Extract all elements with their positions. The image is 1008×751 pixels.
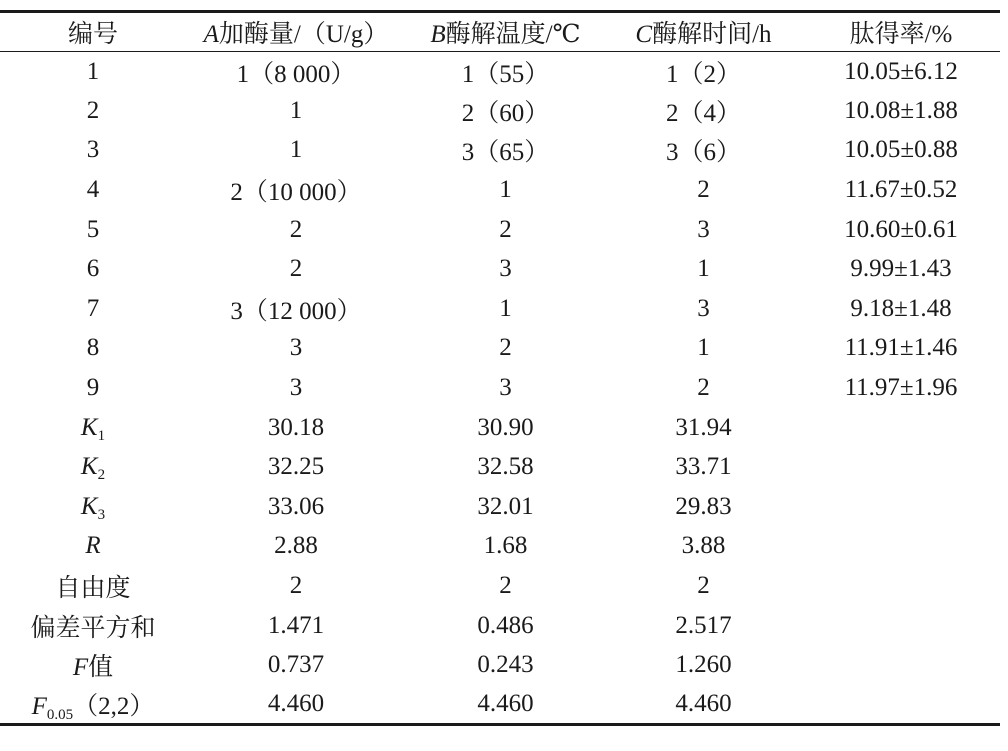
cell-factor-c: 1（2） <box>665 60 741 88</box>
header-enzyme-amount <box>186 12 406 52</box>
cell-factor-c: 2 <box>697 176 710 204</box>
cell-stat-label <box>0 606 186 646</box>
cell-factor-b: 4.460 <box>477 690 534 718</box>
stats-row <box>0 606 1000 646</box>
stats-row <box>0 447 1000 487</box>
cell-number: 1 <box>86 57 100 85</box>
cell-factor-a: 32.25 <box>267 453 325 481</box>
header-number <box>0 12 186 52</box>
cell-factor-b: 0.243 <box>477 651 534 679</box>
cell-factor-c: 4.460 <box>675 690 732 718</box>
cell-empty <box>802 527 1000 567</box>
cell-factor-c: 3.88 <box>681 532 726 560</box>
table-row <box>0 249 1000 289</box>
cell-factor-a: 1 <box>289 96 303 124</box>
cell-empty <box>802 566 1000 606</box>
cell-empty <box>802 447 1000 487</box>
header-factor-letter: A <box>203 21 219 48</box>
cell-number: 7 <box>86 294 100 322</box>
header-row <box>0 12 1000 52</box>
cell-yield: 10.05±6.12 <box>844 57 958 85</box>
stats-row <box>0 487 1000 527</box>
stats-row <box>0 566 1000 606</box>
header-label: 酶解温度/℃ <box>445 21 581 48</box>
stat-symbol: F <box>72 654 89 682</box>
table-row <box>0 131 1000 171</box>
table-row <box>0 170 1000 210</box>
cell-factor-c: 2.517 <box>675 611 732 639</box>
cell-factor-b: 1 <box>499 294 512 322</box>
cell-stat-label <box>0 487 186 527</box>
header-peptide-yield <box>802 12 1000 52</box>
table-row <box>0 91 1000 131</box>
cell-factor-b: 2 <box>499 215 512 243</box>
cell-factor-a: 1 <box>289 136 303 164</box>
stats-row <box>0 527 1000 567</box>
cell-factor-a: 2 <box>289 255 303 283</box>
cell-stat-label <box>0 685 186 725</box>
cell-factor-b: 2（60） <box>461 99 550 127</box>
header-label: 加酶量/（U/g） <box>218 21 389 48</box>
cell-empty <box>802 487 1000 527</box>
stat-subscript: 3 <box>97 506 106 523</box>
cell-factor-b: 1 <box>499 176 512 204</box>
cell-factor-a: 33.06 <box>267 492 325 520</box>
table-row <box>0 52 1000 92</box>
cell-number: 4 <box>86 176 100 204</box>
cell-factor-a: 3 <box>289 334 303 362</box>
cell-factor-a: 2（10 000） <box>230 179 362 207</box>
stat-symbol: K <box>80 453 98 481</box>
stats-row <box>0 685 1000 725</box>
cell-number: 3 <box>86 136 100 164</box>
cell-factor-c: 33.71 <box>675 453 732 481</box>
table-row <box>0 210 1000 250</box>
cell-factor-a: 0.737 <box>267 651 325 679</box>
cell-factor-c: 1 <box>697 334 710 362</box>
cell-yield: 10.08±1.88 <box>844 96 958 124</box>
stat-symbol: 自由度 <box>55 575 131 603</box>
cell-number: 6 <box>86 255 100 283</box>
cell-factor-c: 2 <box>697 572 710 600</box>
table-row <box>0 289 1000 329</box>
stat-subscript: 1 <box>97 427 106 444</box>
cell-factor-b: 1.68 <box>483 532 528 560</box>
cell-number: 2 <box>86 96 100 124</box>
table-row <box>0 329 1000 369</box>
orthogonal-test-table <box>0 10 1000 726</box>
cell-yield: 11.67±0.52 <box>844 176 958 204</box>
stat-symbol: 偏差平方和 <box>30 614 156 642</box>
cell-number: 8 <box>86 334 100 362</box>
cell-factor-c: 1 <box>697 255 710 283</box>
stat-symbol: F <box>31 693 47 721</box>
cell-factor-b: 1（55） <box>461 60 550 88</box>
cell-factor-c: 3 <box>697 294 710 322</box>
cell-factor-a: 3（12 000） <box>230 297 362 325</box>
header-factor-letter: B <box>430 21 446 48</box>
cell-factor-c: 1.260 <box>675 651 732 679</box>
header-temperature <box>406 12 605 52</box>
stats-row <box>0 645 1000 685</box>
cell-yield: 9.18±1.48 <box>850 294 952 322</box>
cell-factor-a: 1.471 <box>267 611 325 639</box>
cell-factor-c: 2（4） <box>665 99 741 127</box>
cell-empty <box>802 645 1000 685</box>
header-time <box>605 12 802 52</box>
cell-number: 5 <box>86 215 100 243</box>
cell-yield: 11.97±1.96 <box>844 374 958 402</box>
cell-empty <box>802 685 1000 725</box>
stat-symbol: K <box>80 492 98 520</box>
cell-factor-a: 3 <box>289 374 303 402</box>
table-body <box>0 52 1000 725</box>
cell-yield: 9.99±1.43 <box>850 255 952 283</box>
cell-stat-label <box>0 527 186 567</box>
stat-suffix: （2,2） <box>73 693 155 721</box>
cell-yield: 10.05±0.88 <box>844 136 958 164</box>
cell-stat-label <box>0 408 186 448</box>
cell-empty <box>802 606 1000 646</box>
cell-factor-c: 29.83 <box>675 492 732 520</box>
cell-factor-c: 3（6） <box>665 139 741 167</box>
cell-factor-b: 3 <box>499 374 512 402</box>
cell-factor-a: 2 <box>289 215 303 243</box>
cell-factor-a: 4.460 <box>267 690 325 718</box>
header-label: 酶解时间/h <box>652 21 772 48</box>
cell-factor-b: 32.01 <box>477 492 534 520</box>
cell-factor-b: 3（65） <box>461 139 550 167</box>
cell-factor-c: 31.94 <box>675 413 732 441</box>
cell-factor-b: 30.90 <box>477 413 534 441</box>
cell-factor-c: 3 <box>697 215 710 243</box>
cell-factor-b: 2 <box>499 334 512 362</box>
cell-factor-a: 30.18 <box>267 413 325 441</box>
cell-factor-b: 32.58 <box>477 453 534 481</box>
stats-row <box>0 408 1000 448</box>
stat-subscript: 0.05 <box>46 707 74 724</box>
table-row <box>0 368 1000 408</box>
stat-subscript: 2 <box>97 467 106 484</box>
header-factor-letter: C <box>635 21 653 48</box>
cell-factor-c: 2 <box>697 374 710 402</box>
header-label: 肽得率/% <box>849 21 953 48</box>
table-header <box>0 12 1000 52</box>
cell-stat-label <box>0 566 186 606</box>
cell-factor-a: 1（8 000） <box>236 60 356 88</box>
header-label: 编号 <box>67 21 118 48</box>
cell-factor-b: 2 <box>499 572 512 600</box>
cell-number: 9 <box>86 374 100 402</box>
cell-yield: 10.60±0.61 <box>844 215 958 243</box>
stat-symbol: R <box>85 532 101 560</box>
stat-suffix: 值 <box>88 654 114 682</box>
cell-factor-b: 3 <box>499 255 512 283</box>
cell-factor-b: 0.486 <box>477 611 534 639</box>
cell-factor-a: 2.88 <box>274 532 318 560</box>
cell-stat-label <box>0 447 186 487</box>
cell-stat-label <box>0 645 186 685</box>
stat-symbol: K <box>80 413 98 441</box>
cell-empty <box>802 408 1000 448</box>
cell-yield: 11.91±1.46 <box>844 334 958 362</box>
cell-factor-a: 2 <box>289 572 303 600</box>
